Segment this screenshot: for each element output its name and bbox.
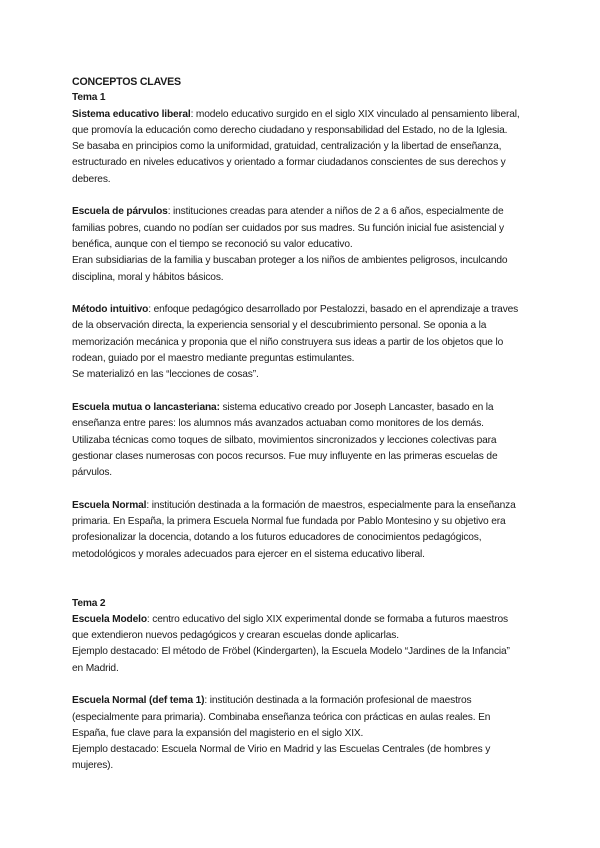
section-heading-tema-1: Tema 1 <box>72 92 106 104</box>
paragraph-spacer <box>72 188 542 204</box>
entry-text: benéfica, aunque con el tiempo se reconoció su valor educativo. <box>72 238 353 250</box>
entry-text: : institución destinada a la formación de maestros, especialmente para la enseñanza <box>146 499 516 511</box>
section-heading-tema-2: Tema 2 <box>72 597 106 609</box>
paragraph-spacer <box>72 481 542 497</box>
paragraph-spacer <box>72 677 542 693</box>
entry-text: : instituciones creadas para atender a niños de 2 a 6 años, especialmente de <box>167 206 504 218</box>
entry-text: disciplina, moral y hábitos básicos. <box>72 271 224 283</box>
entry-text: Utilizaba técnicas como toques de silbato, movimientos sincronizados y lecciones colectivas para <box>72 434 497 446</box>
entry-text: metodológicos y morales adecuados para ejercer en el sistema educativo liberal. <box>72 548 425 560</box>
entry-text: : institución destinada a la formación profesional de maestros <box>204 695 472 707</box>
entry-escuela-normal-def <box>72 693 542 774</box>
entry-term: Escuela Normal (def tema 1) <box>72 695 205 707</box>
entry-text: de la observación directa, la experiencia sensorial y el descubrimiento personal. Se oponia a la <box>72 320 487 332</box>
entry-text: gestionar clases numerosas con pocos recursos. Fue muy influyente en las primeras escuelas de <box>72 450 498 462</box>
entry-sistema-educativo-liberal <box>72 107 542 188</box>
entry-escuela-de-parvulos <box>72 204 542 285</box>
entry-text: que promovía la educación como derecho ciudadano y responsabilidad del Estado, no de la Iglesia. <box>72 124 508 136</box>
paragraph-spacer <box>72 286 542 302</box>
entry-text: España, fue clave para la expansión del magisterio en el siglo XIX. <box>72 727 364 739</box>
entry-text: Ejemplo destacado: El método de Fröbel (Kindergarten), la Escuela Modelo “Jardines de la Infancia” <box>72 646 510 658</box>
entry-text: deberes. <box>72 173 111 185</box>
entry-text: enseñanza entre pares: los alumnos más avanzados actuaban como monitores de los demás. <box>72 418 484 430</box>
entry-text: (especialmente para primaria). Combinaba enseñanza teórica con prácticas en aulas reales. En <box>72 711 491 723</box>
section-spacer <box>72 563 542 596</box>
entry-text: rodean, guiado por el maestro mediante preguntas estimulantes. <box>72 353 355 365</box>
entry-escuela-modelo <box>72 612 542 677</box>
document-page <box>72 74 542 775</box>
entry-text: estructurado en niveles educativos y orientado a formar ciudadanos conscientes de sus derechos y <box>72 157 506 169</box>
entry-term: Escuela mutua o lancasteriana: <box>72 401 220 413</box>
entry-term: Escuela de párvulos <box>72 206 168 218</box>
paragraph-spacer <box>72 384 542 400</box>
entry-text: sistema educativo creado por Joseph Lancaster, basado en la <box>219 401 494 413</box>
entry-escuela-normal <box>72 498 542 563</box>
entry-text: : modelo educativo surgido en el siglo XIX vinculado al pensamiento liberal, <box>190 108 520 120</box>
document-title: CONCEPTOS CLAVES <box>72 76 181 88</box>
entry-term: Método intuitivo <box>72 304 149 316</box>
entry-text: : enfoque pedagógico desarrollado por Pestalozzi, basado en el aprendizaje a traves <box>148 304 519 316</box>
entry-text: familias pobres, cuando no podían ser cuidados por sus madres. Su función inicial fue asistencial y <box>72 222 504 234</box>
entry-text: que extendieron nuevos pedagógicos y crearan escuelas donde aplicarlas. <box>72 630 399 642</box>
entry-text: párvulos. <box>72 467 112 479</box>
entry-text: profesionalizar la docencia, dotando a los futuros educadores de conocimientos pedagógicos, <box>72 532 482 544</box>
entry-text: mujeres). <box>72 760 114 772</box>
entry-text: en Madrid. <box>72 662 119 674</box>
entry-text: memorización mecánica y proponia que el niño construyera sus ideas a partir de los objetos que lo <box>72 336 504 348</box>
entry-term: Sistema educativo liberal <box>72 108 191 120</box>
entry-text: primaria. En España, la primera Escuela Normal fue fundada por Pablo Montesino y su objetivo era <box>72 516 506 528</box>
entry-text: : centro educativo del siglo XIX experimental donde se formaba a futuros maestros <box>146 613 508 625</box>
entry-text: Se materializó en las “lecciones de cosas”. <box>72 369 259 381</box>
entry-text: Se basaba en principios como la uniformidad, gratuidad, centralización y la libertad de enseñanza, <box>72 141 502 153</box>
entry-escuela-mutua <box>72 400 542 481</box>
entry-text: Ejemplo destacado: Escuela Normal de Virio en Madrid y las Escuelas Centrales (de hombres y <box>72 744 491 756</box>
entry-term: Escuela Modelo <box>72 613 147 625</box>
entry-term: Escuela Normal <box>72 499 147 511</box>
entry-text: Eran subsidiarias de la familia y buscaban proteger a los niños de ambientes peligrosos, inculcando <box>72 255 508 267</box>
entry-metodo-intuitivo <box>72 302 542 383</box>
